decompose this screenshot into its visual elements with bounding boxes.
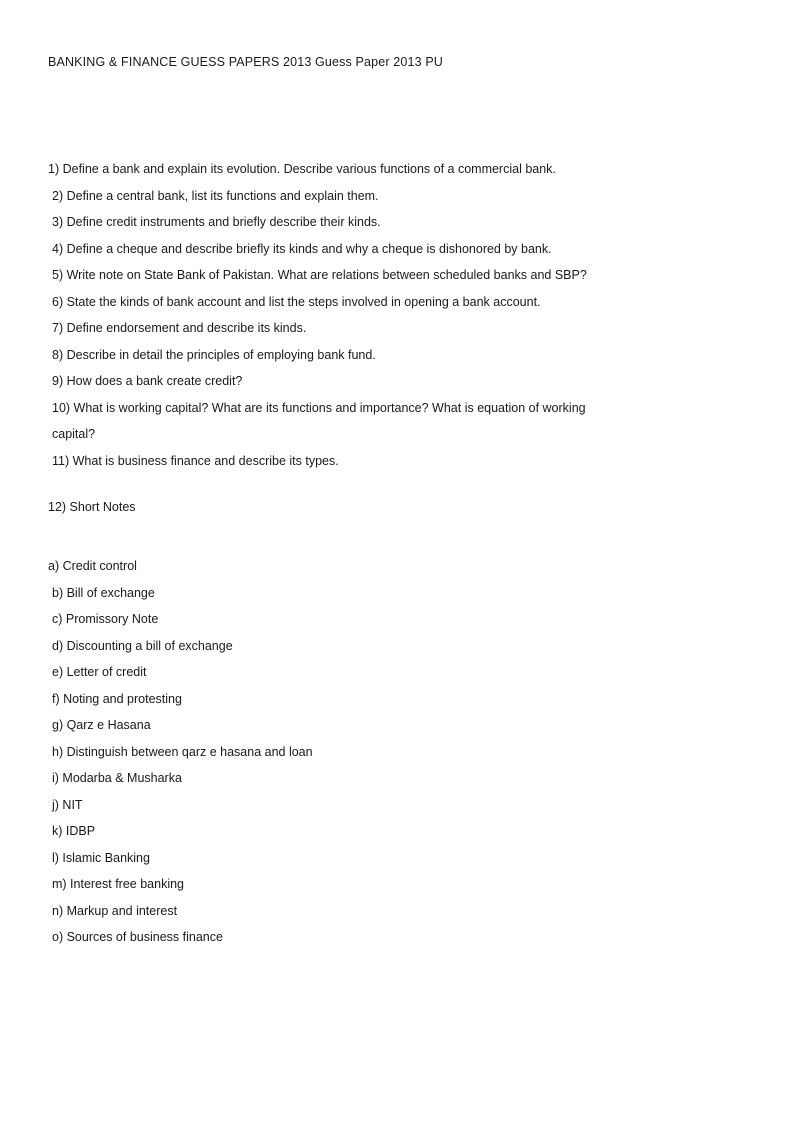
question-3: 3) Define credit instruments and briefly describe their kinds. [52,215,381,229]
question-7: 7) Define endorsement and describe its kinds. [52,321,307,335]
short-notes-heading: 12) Short Notes [48,500,136,514]
question-11: 11) What is business finance and describe its types. [52,453,339,468]
short-note-a: a) Credit control [48,559,137,573]
question-5: 5) Write note on State Bank of Pakistan. What are relations between scheduled banks and SBP? [52,268,587,282]
question-10-continued: capital? [52,427,96,441]
question-1: 1) Define a bank and explain its evolution. Describe various functions of a commercial bank. [48,162,556,176]
questions-list [48,156,648,474]
short-note-m: m) Interest free banking [52,877,185,891]
question-2: 2) Define a central bank, list its functions and explain them. [52,188,379,203]
question-8: 8) Describe in detail the principles of employing bank fund. [52,347,376,362]
short-note-b: b) Bill of exchange [52,585,155,600]
short-note-o: o) Sources of business finance [52,930,223,944]
short-note-h: h) Distinguish between qarz e hasana and loan [52,744,313,759]
question-9: 9) How does a bank create credit? [52,374,243,388]
short-note-e: e) Letter of credit [52,665,147,679]
short-note-f: f) Noting and protesting [52,691,182,706]
question-6: 6) State the kinds of bank account and list the steps involved in opening a bank account. [52,294,541,309]
document-title: BANKING & FINANCE GUESS PAPERS 2013 Guess Paper 2013 PU [48,55,443,69]
question-10: 10) What is working capital? What are its functions and importance? What is equation of working [52,400,586,415]
short-note-d: d) Discounting a bill of exchange [52,638,233,653]
short-note-j: j) NIT [52,797,83,812]
short-note-i: i) Modarba & Musharka [52,771,182,785]
short-note-n: n) Markup and interest [52,903,178,918]
short-note-l: l) Islamic Banking [52,850,150,865]
short-note-g: g) Qarz e Hasana [52,718,151,732]
short-note-k: k) IDBP [52,824,96,838]
short-note-c: c) Promissory Note [52,612,159,626]
short-notes-list [48,553,648,951]
question-4: 4) Define a cheque and describe briefly its kinds and why a cheque is dishonored by bank. [52,241,552,256]
